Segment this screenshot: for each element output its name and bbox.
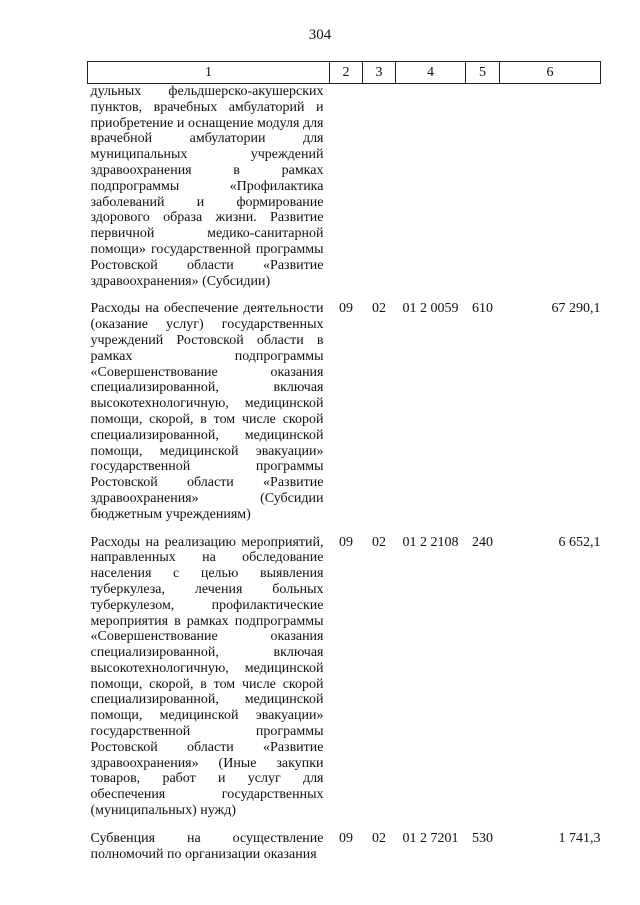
row-amount: 67 290,1 — [551, 301, 601, 317]
row-section-code: 09 — [339, 534, 353, 550]
row-section-code: 09 — [339, 830, 353, 846]
page-number: 304 — [308, 27, 332, 43]
header-col-2: 2 — [330, 62, 363, 84]
row-amount: 1 741,3 — [558, 830, 601, 846]
header-col-3: 3 — [363, 62, 396, 84]
table-header-row — [88, 62, 601, 84]
row-target-article: 01 2 2108 — [402, 534, 459, 550]
table-row — [88, 535, 601, 831]
row-description: Расходы на обеспечение деятельности (оказание услуг) государственных учреждений Ростовской области в рамках подпрограммы «Совершенствование оказания специализированной, включая высокотехнологичную, медицинской помощи, скорой, в том числе скорой специализированной, медицинской помощи, медицинской эвакуации» государственной программы Ростовской области «Развитие здравоохранения» (Субсидии бюджетным учреждениям) — [90, 301, 324, 522]
budget-table — [87, 61, 601, 874]
row-subsection-code: 02 — [372, 301, 386, 317]
row-target-article — [396, 84, 466, 302]
row-section-code: 09 — [339, 301, 353, 317]
row-subsection-code: 02 — [372, 830, 386, 846]
row-amount: 6 652,1 — [558, 534, 601, 550]
table-row — [88, 831, 601, 875]
row-section-code — [330, 84, 363, 302]
row-expense-type: 530 — [472, 830, 493, 846]
row-target-article: 01 2 7201 — [402, 830, 459, 846]
row-subsection-code — [363, 84, 396, 302]
header-col-1: 1 — [88, 62, 330, 84]
table-row — [88, 301, 601, 534]
row-amount — [500, 84, 601, 302]
row-description: дульных фельдшерско-акушерских пунктов, врачебных амбулаторий и приобретение и оснащение модуля для врачебной амбулатории для муниципальных учреждений здравоохранения в рамках подпрограммы «Профилактика заболеваний и формирование здорового образа жизни. Развитие первичной медико-санитарной помощи» государственной программы Ростовской области «Развитие здравоохранения» (Субсидии) — [90, 84, 324, 289]
row-target-article: 01 2 0059 — [402, 301, 459, 317]
row-expense-type — [466, 84, 500, 302]
header-col-4: 4 — [396, 62, 466, 84]
header-col-6: 6 — [500, 62, 601, 84]
table-row — [88, 84, 601, 302]
row-expense-type: 610 — [472, 301, 493, 317]
header-col-5: 5 — [466, 62, 500, 84]
row-subsection-code: 02 — [372, 534, 386, 550]
row-expense-type: 240 — [472, 534, 493, 550]
row-description: Расходы на реализацию мероприятий, направленных на обследование населения с целью выявления туберкулеза, лечения больных туберкулезом, профилактические мероприятия в рамках подпрограммы «Совершенствование оказания специализированной, включая высокотехнологичную, медицинской помощи, скорой, в том числе скорой специализированной, медицинской помощи, медицинской эвакуации» государственной программы Ростовской области «Развитие здравоохранения» (Иные закупки товаров, работ и услуг для обеспечения государственных (муниципальных) нужд) — [90, 534, 324, 819]
row-description: Субвенция на осуществление полномочий по организации оказания — [90, 830, 324, 862]
